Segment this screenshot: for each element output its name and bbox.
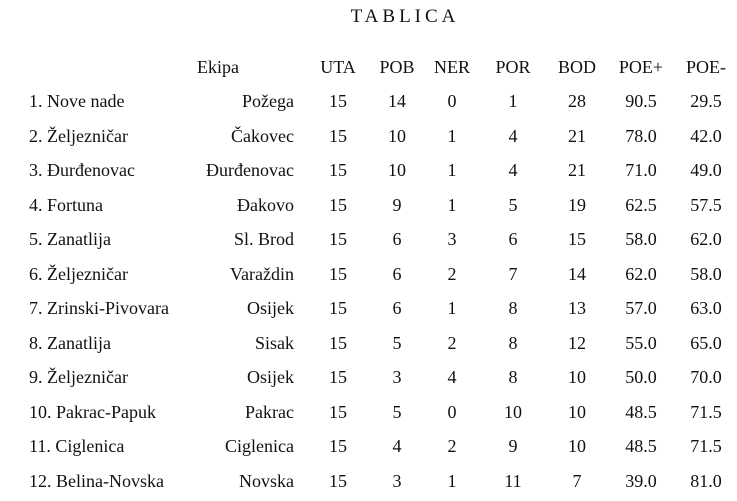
table-title: TABLICA [350,6,460,27]
pob-value: 6 [392,298,402,318]
table-row [0,331,737,355]
table-row [0,400,737,424]
bod-value: 13 [568,298,586,318]
ner-value: 0 [447,402,457,422]
por-value: 9 [508,436,518,456]
poe-minus-value: 49.0 [690,160,722,180]
team-name: 10. Pakrac-Papuk [29,402,156,422]
por-value: 8 [508,367,518,387]
ner-value: 1 [447,298,457,318]
por-value: 1 [508,91,518,111]
header-poe-plus: POE+ [618,57,664,77]
poe-plus-value: 62.5 [625,195,657,215]
bod-value: 28 [568,91,586,111]
pob-value: 6 [392,229,402,249]
uta-value: 15 [329,160,347,180]
poe-plus-value: 55.0 [625,333,657,353]
team-name: 8. Zanatlija [29,333,111,353]
header-ner: NER [434,57,470,77]
header-pob: POB [379,57,415,77]
poe-plus-value: 39.0 [625,471,657,491]
team-name: 7. Zrinski-Pivovara [29,298,169,318]
ner-value: 1 [447,195,457,215]
pob-value: 10 [388,160,406,180]
header-bod: BOD [557,57,596,77]
team-city: Osijek [247,367,294,387]
pob-value: 14 [388,91,406,111]
poe-minus-value: 70.0 [690,367,722,387]
header-por: POR [495,57,531,77]
poe-minus-value: 71.5 [690,436,722,456]
team-city: Ciglenica [225,436,294,456]
header-uta: UTA [320,57,356,77]
table-row [0,193,737,217]
bod-value: 21 [568,126,586,146]
poe-plus-value: 57.0 [625,298,657,318]
team-name: 5. Zanatlija [29,229,111,249]
team-city: Novska [239,471,294,491]
team-name: 6. Željezničar [29,264,128,284]
ner-value: 1 [447,471,457,491]
table-row [0,296,737,320]
poe-plus-value: 62.0 [625,264,657,284]
ner-value: 1 [447,160,457,180]
poe-plus-value: 48.5 [625,402,657,422]
team-city: Varaždin [230,264,294,284]
bod-value: 10 [568,367,586,387]
pob-value: 10 [388,126,406,146]
table-row [0,365,737,389]
team-city: Đakovo [237,195,294,215]
bod-value: 7 [572,471,582,491]
por-value: 8 [508,298,518,318]
pob-value: 5 [392,402,402,422]
bod-value: 19 [568,195,586,215]
table-row [0,262,737,286]
por-value: 5 [508,195,518,215]
por-value: 6 [508,229,518,249]
ner-value: 4 [447,367,457,387]
team-city: Đurđenovac [206,160,294,180]
bod-value: 15 [568,229,586,249]
team-city: Požega [242,91,294,111]
table-row [0,227,737,251]
team-name: 3. Đurđenovac [29,160,135,180]
poe-minus-value: 58.0 [690,264,722,284]
ner-value: 0 [447,91,457,111]
por-value: 8 [508,333,518,353]
uta-value: 15 [329,333,347,353]
pob-value: 9 [392,195,402,215]
team-name: 11. Ciglenica [29,436,125,456]
uta-value: 15 [329,264,347,284]
poe-minus-value: 62.0 [690,229,722,249]
team-name: 2. Željezničar [29,126,128,146]
bod-value: 21 [568,160,586,180]
poe-plus-value: 78.0 [625,126,657,146]
por-value: 4 [508,126,518,146]
uta-value: 15 [329,298,347,318]
bod-value: 10 [568,436,586,456]
por-value: 4 [508,160,518,180]
ner-value: 2 [447,333,457,353]
poe-plus-value: 58.0 [625,229,657,249]
ner-value: 3 [447,229,457,249]
table-row [0,158,737,182]
team-city: Sisak [254,333,294,353]
uta-value: 15 [329,402,347,422]
ner-value: 2 [447,264,457,284]
team-name: 12. Belina-Novska [29,471,164,491]
bod-value: 14 [568,264,586,284]
team-name: 9. Željezničar [29,367,128,387]
table-row [0,89,737,113]
team-city: Pakrac [245,402,294,422]
ner-value: 2 [447,436,457,456]
uta-value: 15 [329,126,347,146]
poe-minus-value: 29.5 [690,91,722,111]
uta-value: 15 [329,471,347,491]
poe-plus-value: 50.0 [625,367,657,387]
por-value: 10 [504,402,522,422]
poe-minus-value: 71.5 [690,402,722,422]
team-name: 4. Fortuna [29,195,103,215]
poe-minus-value: 42.0 [690,126,722,146]
pob-value: 5 [392,333,402,353]
team-city: Osijek [247,298,294,318]
table-row [0,434,737,458]
poe-plus-value: 71.0 [625,160,657,180]
por-value: 7 [508,264,518,284]
header-row [0,55,737,79]
pob-value: 3 [392,471,402,491]
header-poe-minus: POE- [686,57,726,77]
bod-value: 12 [568,333,586,353]
team-city: Čakovec [231,126,294,146]
header-ekipa: Ekipa [197,57,239,77]
poe-minus-value: 81.0 [690,471,722,491]
team-name: 1. Nove nade [29,91,125,111]
pob-value: 3 [392,367,402,387]
uta-value: 15 [329,436,347,456]
por-value: 11 [504,471,522,491]
uta-value: 15 [329,367,347,387]
table-row [0,469,737,493]
poe-minus-value: 57.5 [690,195,722,215]
poe-minus-value: 63.0 [690,298,722,318]
poe-plus-value: 90.5 [625,91,657,111]
table-row [0,124,737,148]
uta-value: 15 [329,91,347,111]
pob-value: 4 [392,436,402,456]
bod-value: 10 [568,402,586,422]
team-city: Sl. Brod [233,229,294,249]
poe-plus-value: 48.5 [625,436,657,456]
pob-value: 6 [392,264,402,284]
ner-value: 1 [447,126,457,146]
uta-value: 15 [329,229,347,249]
uta-value: 15 [329,195,347,215]
poe-minus-value: 65.0 [690,333,722,353]
